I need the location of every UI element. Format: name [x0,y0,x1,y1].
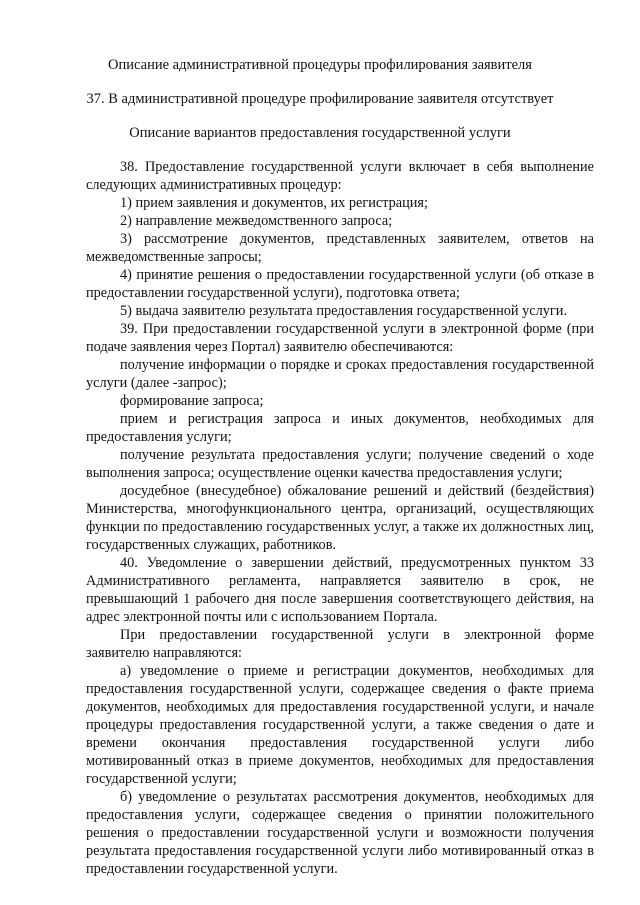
paragraph-39-forming: формирование запроса; [120,393,264,409]
paragraph-38: 38. Предоставление государственной услуги включает в себя выполнение следующих административных процедур: [86,159,594,193]
list-item-3: 3) рассмотрение документов, представленных заявителем, ответов на межведомственные запросы; [86,231,594,265]
service-variants-title: Описание вариантов предоставления государственной услуги [129,125,511,141]
list-item-4: 4) принятие решения о предоставлении государственной услуги (об отказе в предоставлении государственной услуги), подготовка ответа; [86,267,594,301]
list-item-2: 2) направление межведомственного запроса; [120,213,393,229]
profiling-procedure-title: Описание административной процедуры профилирования заявителя [108,57,532,73]
paragraph-40: 40. Уведомление о завершении действий, предусмотренных пунктом 33 Административного регламента, направляется заявителю в срок, не превышающий 1 рабочего дня после завершения соответствующего действия, на адрес электронной почты или с использованием Портала. [86,555,594,625]
document-body [86,158,594,878]
paragraph-40-a: а) уведомление о приеме и регистрации документов, необходимых для предоставления государственной услуги, содержащее сведения о факте приема документов, необходимых для предоставления государственной услуги, и начале процедуры предоставления государственной услуги, а также сведения о дате и времени окончания предоставления государственной услуги либо мотивированный отказ в приеме документов, необходимых для предоставления государственной услуги; [86,663,594,787]
profiling-absent-note: 37. В административной процедуре профилирование заявителя отсутствует [86,91,554,107]
paragraph-39-info: получение информации о порядке и сроках предоставления государственной услуги (далее -запрос); [86,357,594,391]
paragraph-40-b: б) уведомление о результатах рассмотрения документов, необходимых для предоставления услуги, содержащее сведения о принятии положительного решения о предоставлении государственной услуги и возможности получения результата предоставления государственной услуги либо мотивированный отказ в предоставлении государственной услуги. [86,789,594,877]
paragraph-39-appeal: досудебное (внесудебное) обжалование решений и действий (бездействия) Министерства, многофункционального центра, организаций, осуществляющих функции по предоставлению государственных услуг, а также их должностных лиц, государственных служащих, работников. [86,483,594,553]
paragraph-39-registration: прием и регистрация запроса и иных документов, необходимых для предоставления услуги; [86,411,594,445]
paragraph-40-electronic: При предоставлении государственной услуги в электронной форме заявителю направляются: [86,627,594,661]
paragraph-39: 39. При предоставлении государственной услуги в электронной форме (при подаче заявления через Портал) заявителю обеспечиваются: [86,321,594,355]
list-item-1: 1) прием заявления и документов, их регистрация; [120,195,428,211]
list-item-5: 5) выдача заявителю результата предоставления государственной услуги. [120,303,568,319]
paragraph-39-result: получение результата предоставления услуги; получение сведений о ходе выполнения запроса; осуществление оценки качества предоставления услуги; [86,447,594,481]
